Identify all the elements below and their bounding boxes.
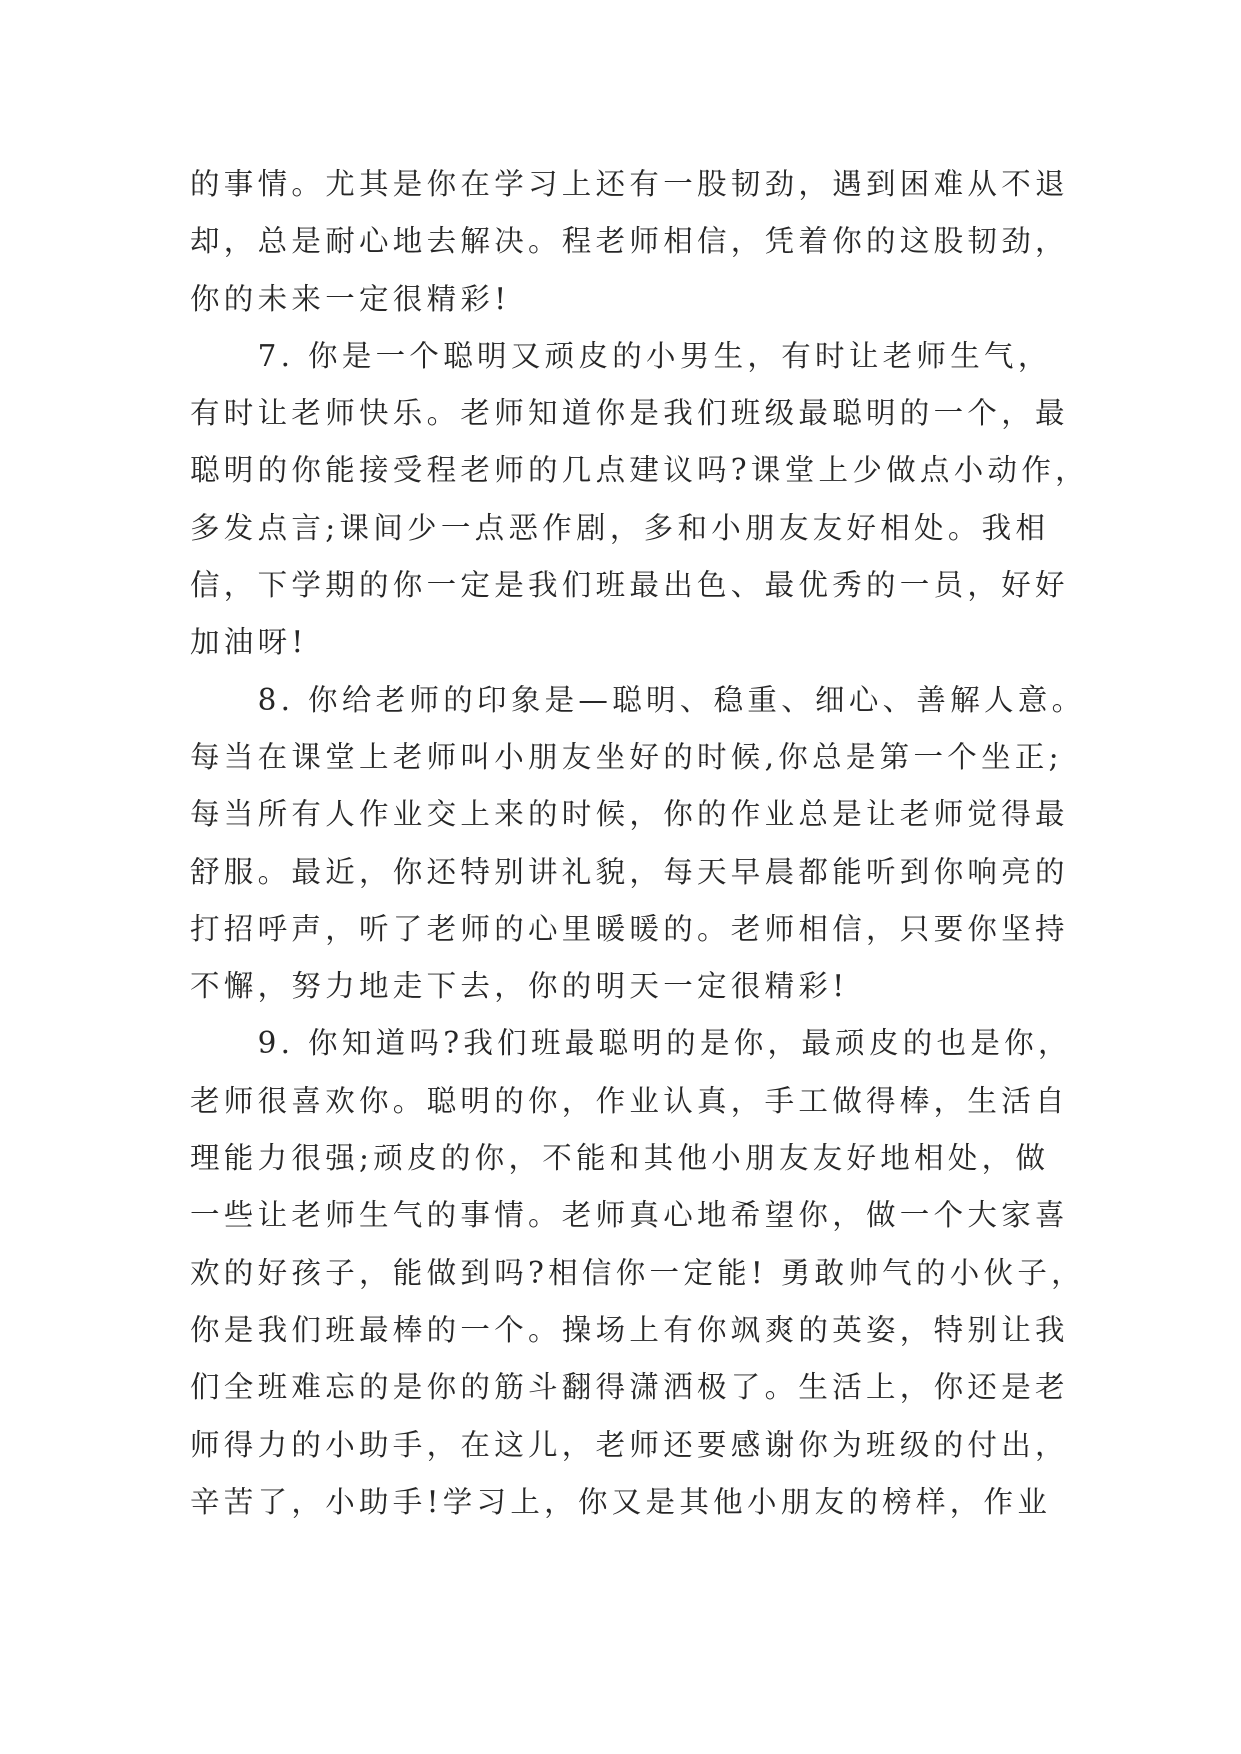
text-line: 有时让老师快乐。老师知道你是我们班级最聪明的一个，最 — [190, 396, 1069, 431]
text-line: 辛苦了，小助手!学习上，你又是其他小朋友的榜样，作业 — [190, 1484, 1052, 1519]
text-line: 欢的好孩子，能做到吗?相信你一定能! 勇敢帅气的小伙子， — [190, 1255, 1085, 1290]
text-line: 你是我们班最棒的一个。操场上有你飒爽的英姿，特别让我 — [190, 1312, 1069, 1347]
text-line: 们全班难忘的是你的筋斗翻得潇洒极了。生活上，你还是老 — [190, 1370, 1069, 1405]
text-line: 每当在课堂上老师叫小朋友坐好的时候,你总是第一个坐正; — [190, 739, 1063, 774]
text-line: 你的未来一定很精彩! — [190, 281, 511, 316]
text-line: 7. 你是一个聪明又顽皮的小男生，有时让老师生气， — [190, 338, 1052, 373]
text-line: 打招呼声，听了老师的心里暖暖的。老师相信，只要你坚持 — [190, 911, 1069, 946]
text-line: 不懈，努力地走下去，你的明天一定很精彩! — [190, 969, 849, 1004]
text-line: 的事情。尤其是你在学习上还有一股韧劲，遇到困难从不退 — [190, 167, 1069, 201]
text-line: 聪明的你能接受程老师的几点建议吗?课堂上少做点小动作， — [190, 453, 1089, 488]
text-line: 却，总是耐心地去解决。程老师相信，凭着你的这股韧劲， — [190, 224, 1069, 259]
text-line: 8. 你给老师的印象是—聪明、稳重、细心、善解人意。 — [190, 682, 1086, 717]
text-line: 信，下学期的你一定是我们班最出色、最优秀的一员，好好 — [190, 568, 1069, 603]
text-line: 9. 你知道吗?我们班最聪明的是你，最顽皮的也是你， — [190, 1026, 1072, 1061]
text-line: 多发点言;课间少一点恶作剧，多和小朋友友好相处。我相 — [190, 510, 1050, 545]
text-line: 每当所有人作业交上来的时候，你的作业总是让老师觉得最 — [190, 797, 1069, 832]
text-line: 一些让老师生气的事情。老师真心地希望你，做一个大家喜 — [190, 1198, 1069, 1233]
text-line: 加油呀! — [190, 625, 308, 660]
text-line: 理能力很强;顽皮的你，不能和其他小朋友友好地相处，做 — [190, 1141, 1050, 1176]
document-body — [190, 156, 1089, 1531]
text-line: 老师很喜欢你。聪明的你，作业认真，手工做得棒，生活自 — [190, 1083, 1069, 1118]
text-line: 舒服。最近，你还特别讲礼貌，每天早晨都能听到你响亮的 — [190, 854, 1069, 889]
text-line: 师得力的小助手，在这儿，老师还要感谢你为班级的付出， — [190, 1427, 1069, 1462]
